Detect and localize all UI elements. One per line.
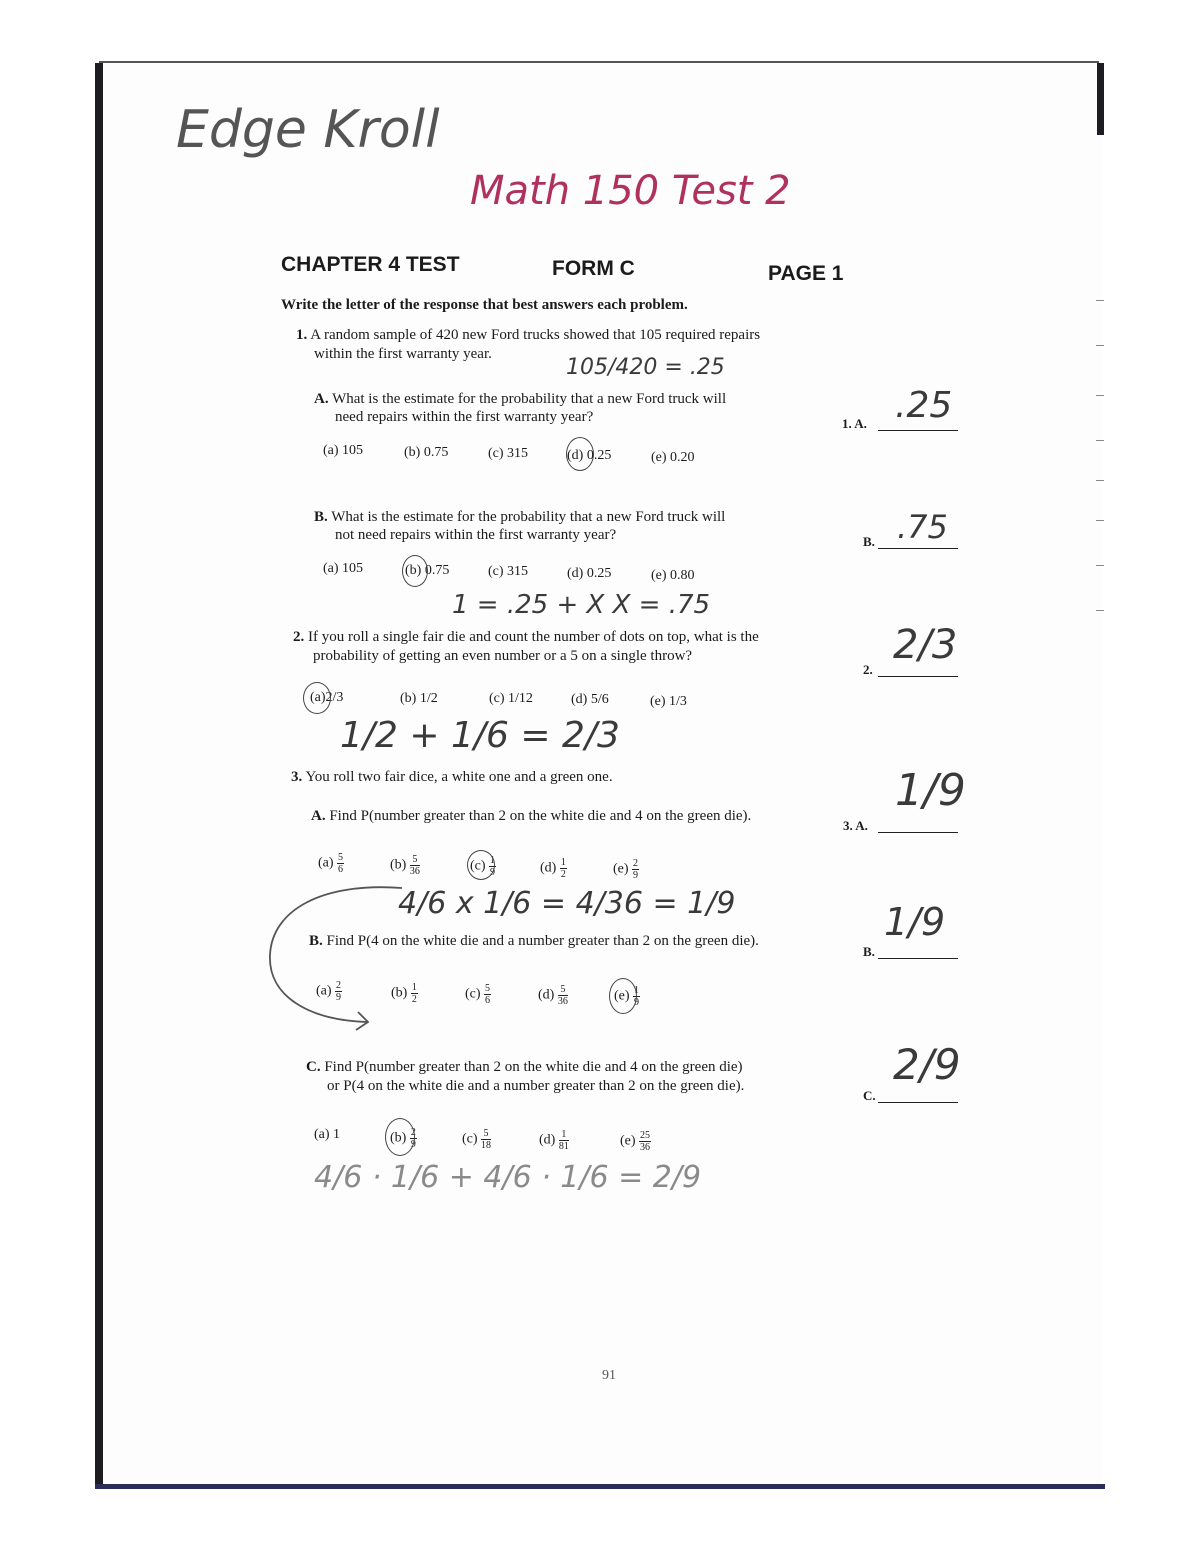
question-2-line2: probability of getting an even number or a 5 on a single throw? xyxy=(313,648,693,664)
answer-label-1a: 1. A. xyxy=(842,416,867,431)
question-3a-line xyxy=(311,807,751,825)
option-letter: (a) xyxy=(318,855,334,871)
page-label: PAGE 1 xyxy=(768,262,844,285)
handwritten-name: Edge Kroll xyxy=(176,100,440,160)
selected-answer-circle xyxy=(566,437,594,471)
selected-answer-circle xyxy=(402,555,428,587)
subquestion-label: B. xyxy=(314,509,328,525)
answer-1b: .75 xyxy=(897,508,948,546)
question-number: 1. xyxy=(296,327,308,343)
option-3b-d xyxy=(538,984,568,1007)
option-1b-e: (e) 0.80 xyxy=(651,568,695,583)
option-3c-c xyxy=(462,1128,491,1151)
option-letter: (c) xyxy=(465,986,481,1002)
option-1a-b: (b) 0.75 xyxy=(404,445,449,460)
option-3c-e xyxy=(620,1130,651,1153)
fraction: $\frac{2}{9}$ xyxy=(633,858,639,881)
question-1a-line1 xyxy=(314,390,726,408)
option-3a-a xyxy=(318,852,344,875)
question-3b-line xyxy=(309,932,759,950)
fraction: $\frac{1}{2}$ xyxy=(560,857,566,880)
option-letter: (d) xyxy=(539,1132,556,1148)
handwritten-work-q1: 105/420 = .25 xyxy=(566,355,725,380)
handwritten-work-q3a: 4/6 x 1/6 = 4/36 = 1/9 xyxy=(398,886,736,921)
question-text: If you roll a single fair die and count the number of dots on top, what is the xyxy=(308,629,759,645)
fraction: $\frac{1}{2}$ xyxy=(411,982,417,1005)
answer-blank xyxy=(878,1102,958,1103)
fraction: $\frac{25}{36}$ xyxy=(640,1130,651,1153)
option-1a-a: (a) 105 xyxy=(323,443,364,458)
option-3b-a xyxy=(316,980,342,1003)
subquestion-text: Find P(number greater than 2 on the white die and 4 on the green die) xyxy=(324,1059,743,1075)
handwritten-arrow-icon xyxy=(262,880,412,1035)
option-3b-c xyxy=(465,983,491,1006)
option-letter: (e) xyxy=(620,1133,636,1149)
option-3c-a xyxy=(314,1127,340,1143)
subquestion-label: C. xyxy=(306,1059,321,1075)
fraction: $\frac{1}{81}$ xyxy=(558,1129,569,1152)
option-1b-d: (d) 0.25 xyxy=(567,566,612,581)
answer-label-1b: B. xyxy=(863,534,875,549)
page-edge-right xyxy=(1097,63,1104,135)
option-2-e: (e) 1/3 xyxy=(650,694,687,709)
option-1b-b: (b) 0.75 xyxy=(405,563,450,578)
answer-1a: .25 xyxy=(895,385,953,426)
fraction: $\frac{5}{36}$ xyxy=(409,854,420,877)
handwritten-course-title: Math 150 Test 2 xyxy=(470,168,791,214)
answer-label-2: 2. xyxy=(863,662,873,677)
subquestion-text: Find P(4 on the white die and a number greater than 2 on the green die). xyxy=(326,933,759,949)
page-edge-bottom xyxy=(95,1484,1105,1489)
question-1-line2: within the first warranty year. xyxy=(314,346,492,362)
fraction: $\frac{2}{9}$ xyxy=(410,1127,416,1150)
chapter-title: CHAPTER 4 TEST xyxy=(281,253,460,276)
question-text: A random sample of 420 new Ford trucks showed that 105 required repairs xyxy=(310,327,761,343)
fraction: $\frac{1}{9}$ xyxy=(490,855,496,878)
option-2-b: (b) 1/2 xyxy=(400,691,438,706)
subquestion-text: Find P(number greater than 2 on the white die and 4 on the green die). xyxy=(329,808,752,824)
answer-label-3b: B. xyxy=(863,944,875,959)
handwritten-work-q1b: 1 = .25 + X X = .75 xyxy=(452,590,711,620)
option-letter: (c) xyxy=(462,1131,478,1147)
answer-3c: 2/9 xyxy=(893,1040,961,1089)
option-3b-b xyxy=(391,982,418,1005)
page-edge-top xyxy=(99,61,1099,63)
option-letter: (a) 1 xyxy=(314,1127,341,1142)
answer-label-3c: C. xyxy=(863,1088,876,1103)
question-number: 3. xyxy=(291,769,303,785)
option-letter: (d) xyxy=(538,987,555,1003)
answer-blank xyxy=(878,958,958,959)
fraction: $\frac{5}{18}$ xyxy=(481,1128,492,1151)
option-letter: (b) xyxy=(390,857,407,873)
option-letter: (e) xyxy=(613,861,629,877)
option-3a-d xyxy=(540,857,567,880)
selected-answer-circle xyxy=(467,850,495,880)
option-1a-c: (c) 315 xyxy=(488,446,529,461)
option-letter: (d) xyxy=(540,860,557,876)
option-3a-e xyxy=(613,858,639,881)
option-3a-b xyxy=(390,854,420,877)
answer-2: 2/3 xyxy=(893,622,958,668)
option-letter: (a) xyxy=(316,983,332,999)
handwritten-work-q3c: 4/6 · 1/6 + 4/6 · 1/6 = 2/9 xyxy=(314,1160,702,1195)
option-3c-d xyxy=(539,1129,569,1152)
subquestion-label: A. xyxy=(314,391,329,407)
option-letter: (b) xyxy=(390,1130,407,1146)
option-2-a: (a)2/3 xyxy=(310,690,344,705)
fraction: $\frac{1}{9}$ xyxy=(634,985,640,1008)
option-1b-a: (a) 105 xyxy=(323,561,364,576)
subquestion-label: A. xyxy=(311,808,326,824)
subquestion-text: What is the estimate for the probability that a new Ford truck will xyxy=(331,509,726,525)
answer-blank xyxy=(878,676,958,677)
option-letter: (b) xyxy=(391,985,408,1001)
instructions: Write the letter of the response that best answers each problem. xyxy=(281,297,688,313)
selected-answer-circle xyxy=(385,1118,415,1156)
fraction: $\frac{5}{36}$ xyxy=(557,984,568,1007)
subquestion-text: What is the estimate for the probability that a new Ford truck will xyxy=(332,391,727,407)
page-number: 91 xyxy=(602,1368,616,1383)
option-1b-c: (c) 315 xyxy=(488,564,529,579)
fraction: $\frac{5}{6}$ xyxy=(485,983,491,1006)
option-letter: (c) xyxy=(470,858,486,874)
subquestion-label: B. xyxy=(309,933,323,949)
answer-label-3a: 3. A. xyxy=(843,818,868,833)
option-2-c: (c) 1/12 xyxy=(489,691,533,706)
answer-blank xyxy=(878,832,958,833)
question-1b-line2: not need repairs within the first warranty year? xyxy=(335,527,617,543)
option-1a-d: (d) 0.25 xyxy=(567,448,612,463)
question-number: 2. xyxy=(293,629,305,645)
answer-blank xyxy=(878,548,958,549)
answer-blank xyxy=(878,430,958,431)
form-label: FORM C xyxy=(552,257,635,280)
question-3c-line1 xyxy=(306,1058,743,1076)
option-letter: (e) xyxy=(614,988,630,1004)
option-2-d: (d) 5/6 xyxy=(571,692,609,707)
question-2-line1 xyxy=(293,628,759,646)
question-3-line xyxy=(291,768,613,786)
question-3c-line2: or P(4 on the white die and a number greater than 2 on the green die). xyxy=(327,1078,745,1094)
answer-3b: 1/9 xyxy=(884,900,946,944)
question-1a-line2: need repairs within the first warranty year? xyxy=(335,409,594,425)
fraction: $\frac{2}{9}$ xyxy=(336,980,342,1003)
selected-answer-circle xyxy=(303,682,331,714)
question-text: You roll two fair dice, a white one and a green one. xyxy=(305,769,613,785)
selected-answer-circle xyxy=(609,978,637,1014)
fraction: $\frac{5}{6}$ xyxy=(338,852,344,875)
question-1b-line1 xyxy=(314,508,725,526)
option-1a-e: (e) 0.20 xyxy=(651,450,695,465)
question-1-line1 xyxy=(296,326,760,344)
handwritten-work-q2: 1/2 + 1/6 = 2/3 xyxy=(340,715,620,756)
page-edge-left xyxy=(95,63,103,1488)
answer-3a: 1/9 xyxy=(895,765,966,816)
